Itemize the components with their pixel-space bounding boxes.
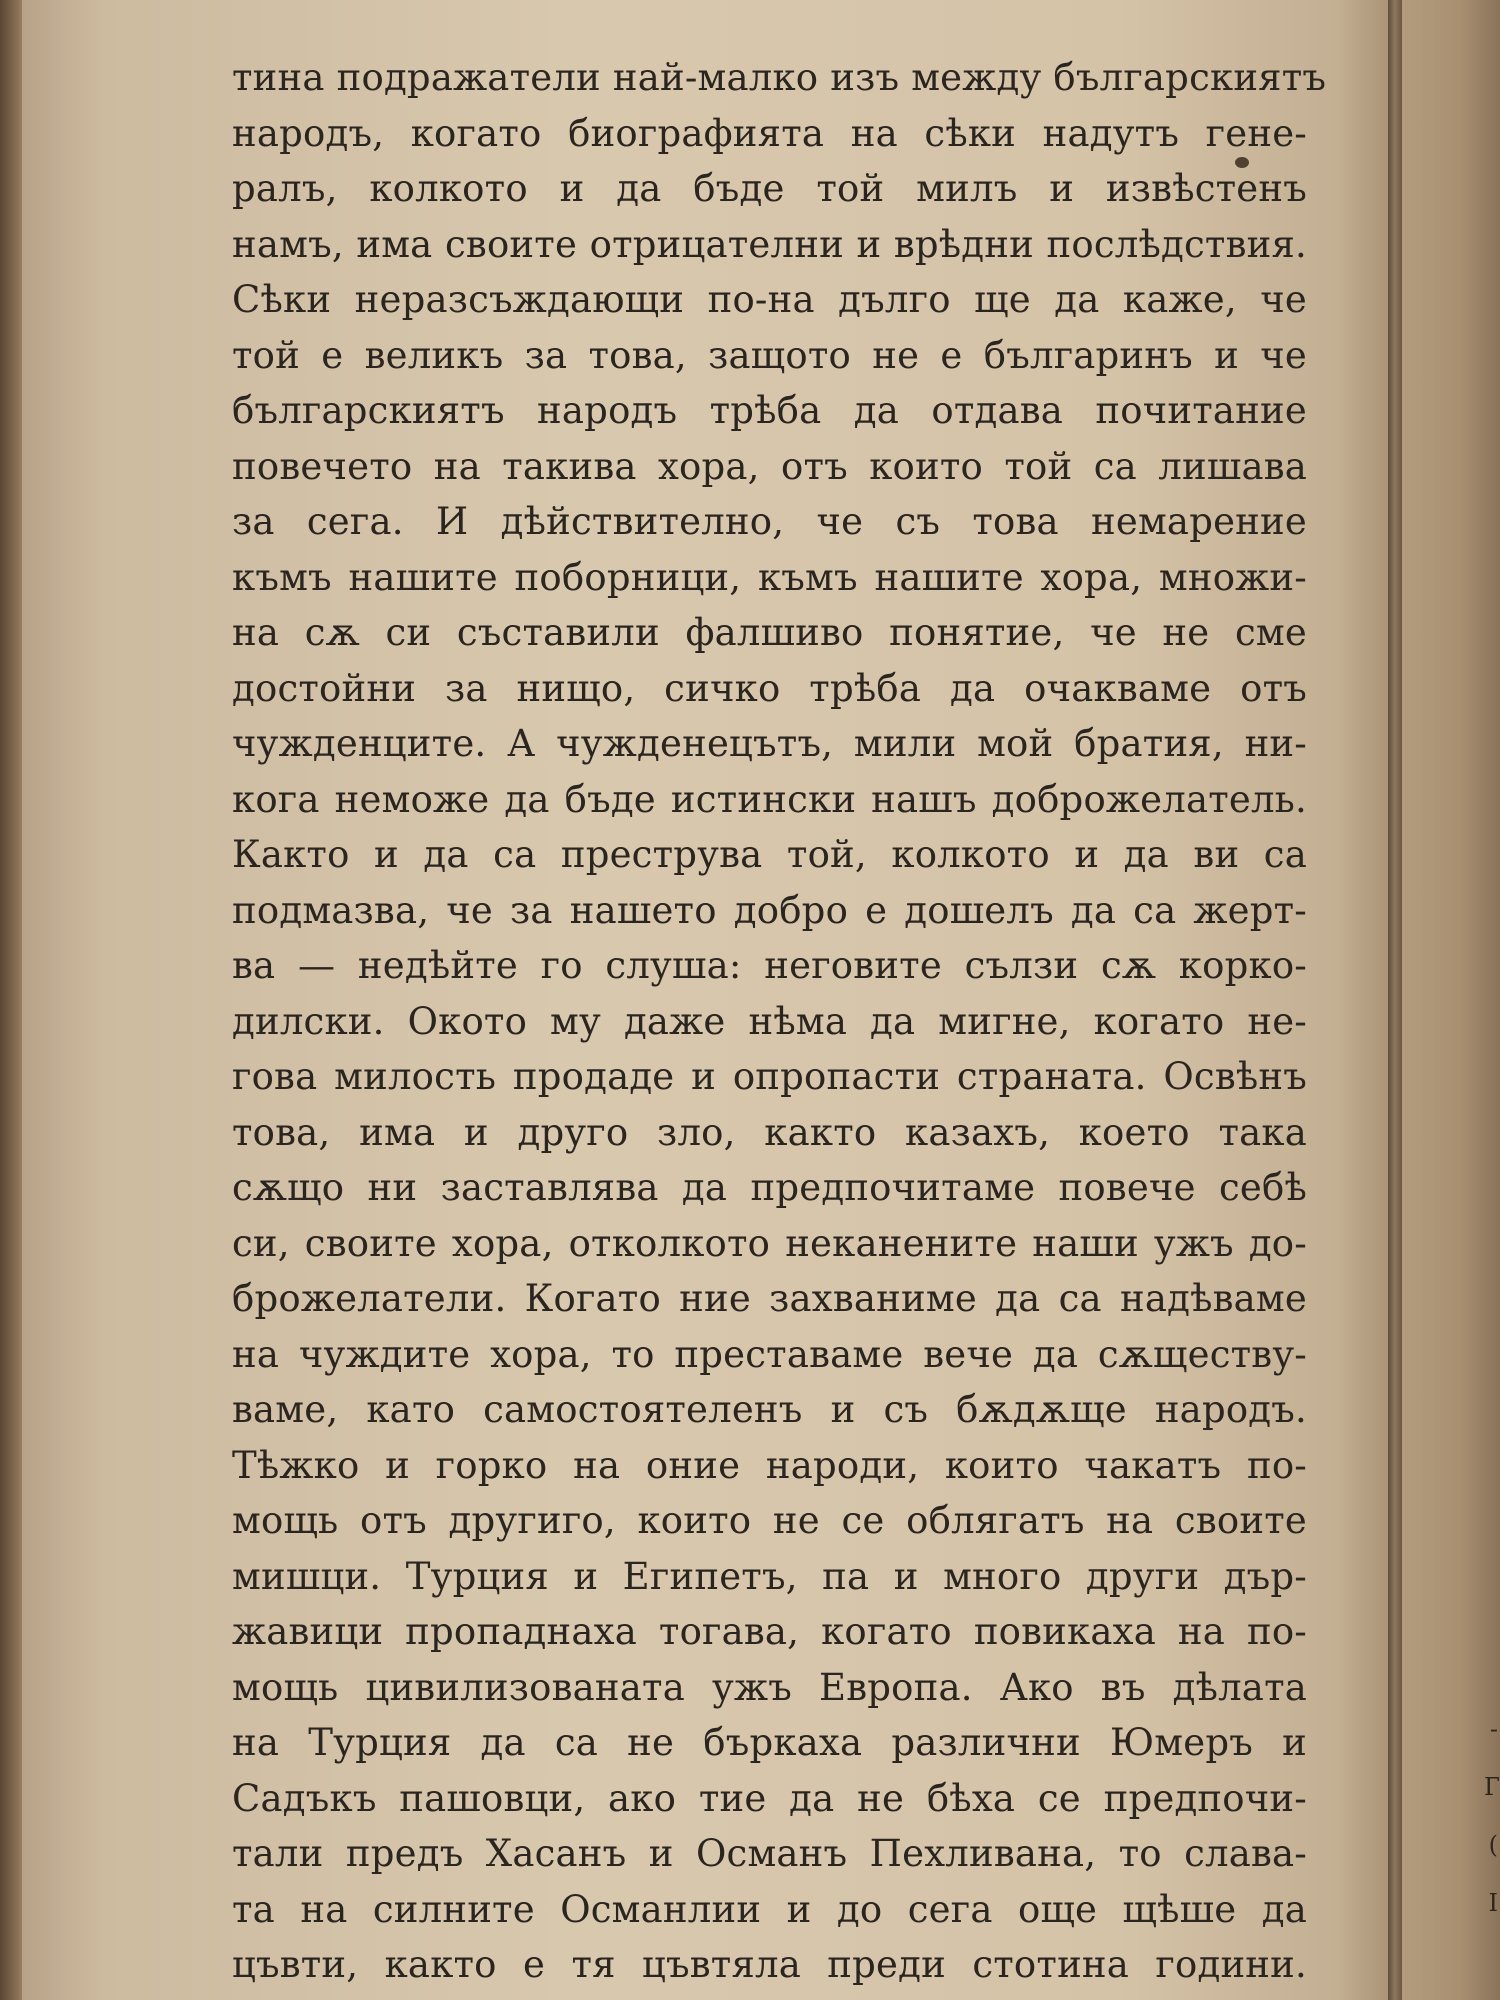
book-gutter xyxy=(1388,0,1402,2000)
text-line: за сега. И дѣйствително, че съ това немарение xyxy=(232,500,1307,543)
text-line: жавици пропаднаха тогава, когато повикаха на по- xyxy=(232,1610,1307,1653)
text-line: народъ, когато биографията на сѣки надутъ гене- xyxy=(232,111,1307,155)
text-line: мишци. Турция и Египетъ, па и много други дър- xyxy=(232,1554,1307,1598)
text-line: гова милость продаде и опропасти страната. Освѣнъ xyxy=(232,1055,1307,1098)
text-line: кога неможе да бъде истински нашъ доброжелатель. xyxy=(232,777,1307,821)
text-line: мощь отъ другиго, които не се облягатъ на своите xyxy=(232,1499,1307,1542)
book-page xyxy=(22,0,1392,2000)
text-line: на чуждите хора, то преставаме вече да сѫществу- xyxy=(232,1332,1307,1376)
next-page-edge xyxy=(1402,0,1500,2000)
text-line: тали предъ Хасанъ и Османъ Пехливана, то слава- xyxy=(232,1832,1307,1875)
text-line: подмазва, че за нашето добро е дошелъ да са жерт- xyxy=(232,888,1307,932)
edge-mark: Г xyxy=(1484,1773,1500,1801)
text-line: достойни за нищо, сичко трѣба да очакваме отъ xyxy=(232,666,1307,710)
text-line: дилски. Окото му даже нѣма да мигне, когато не- xyxy=(232,999,1307,1043)
text-line: си, своите хора, отколкото неканените наши ужъ до- xyxy=(232,1221,1307,1265)
text-line: на Турция да са не бъркаха различни Юмеръ и xyxy=(232,1721,1307,1764)
text-line: цъвти, както е тя цъвтяла преди стотина години. xyxy=(232,1943,1307,1986)
text-line: Тѣжко и горко на оние народи, които чакатъ по- xyxy=(232,1443,1307,1487)
text-line: тина подражатели най-малко изъ между българскиятъ xyxy=(232,56,1327,99)
text-line: Както и да са преструва той, колкото и да ви са xyxy=(232,833,1307,876)
text-line: мощь цивилизованата ужъ Европа. Ако въ дѣлата xyxy=(232,1665,1307,1709)
text-line: сѫщо ни заставлява да предпочитаме повече себѣ xyxy=(232,1166,1307,1209)
text-line: ва — недѣйте го слуша: неговите сълзи сѫ корко- xyxy=(232,944,1307,987)
edge-mark: - xyxy=(1489,1715,1498,1743)
text-line: той е великъ за това, защото не е българинъ и че xyxy=(232,333,1307,377)
text-line: Садъкъ пашовци, ако тие да не бѣха се предпочи- xyxy=(232,1776,1307,1820)
text-line: българскиятъ народъ трѣба да отдава почитание xyxy=(232,389,1307,432)
text-line: ралъ, колкото и да бъде той милъ и извѣстенъ xyxy=(232,167,1307,210)
text-line: ваме, като самостоятеленъ и съ бѫдѫще народъ. xyxy=(232,1388,1307,1431)
text-line: на сѫ си съставили фалшиво понятие, че не сме xyxy=(232,611,1307,654)
text-line: та на силните Османлии и до сега още щѣше да xyxy=(232,1887,1307,1931)
edge-mark: I xyxy=(1488,1889,1498,1917)
next-page-letters xyxy=(1484,1700,1498,1932)
text-line: намъ, има своите отрицателни и врѣдни послѣдствия. xyxy=(232,222,1307,266)
edge-mark: ( xyxy=(1488,1831,1498,1859)
page-text xyxy=(232,50,1327,1993)
text-line: чужденците. А чужденецътъ, мили мой братия, ни- xyxy=(232,722,1307,765)
text-line: брожелатели. Когато ние захваниме да са надѣваме xyxy=(232,1277,1307,1320)
text-line: това, има и друго зло, както казахъ, което така xyxy=(232,1110,1307,1154)
text-line: къмъ нашите поборници, къмъ нашите хора, множи- xyxy=(232,555,1307,599)
text-line: Сѣки неразсъждающи по-на дълго ще да каже, че xyxy=(232,278,1307,321)
text-line: повечето на такива хора, отъ които той са лишава xyxy=(232,444,1307,488)
